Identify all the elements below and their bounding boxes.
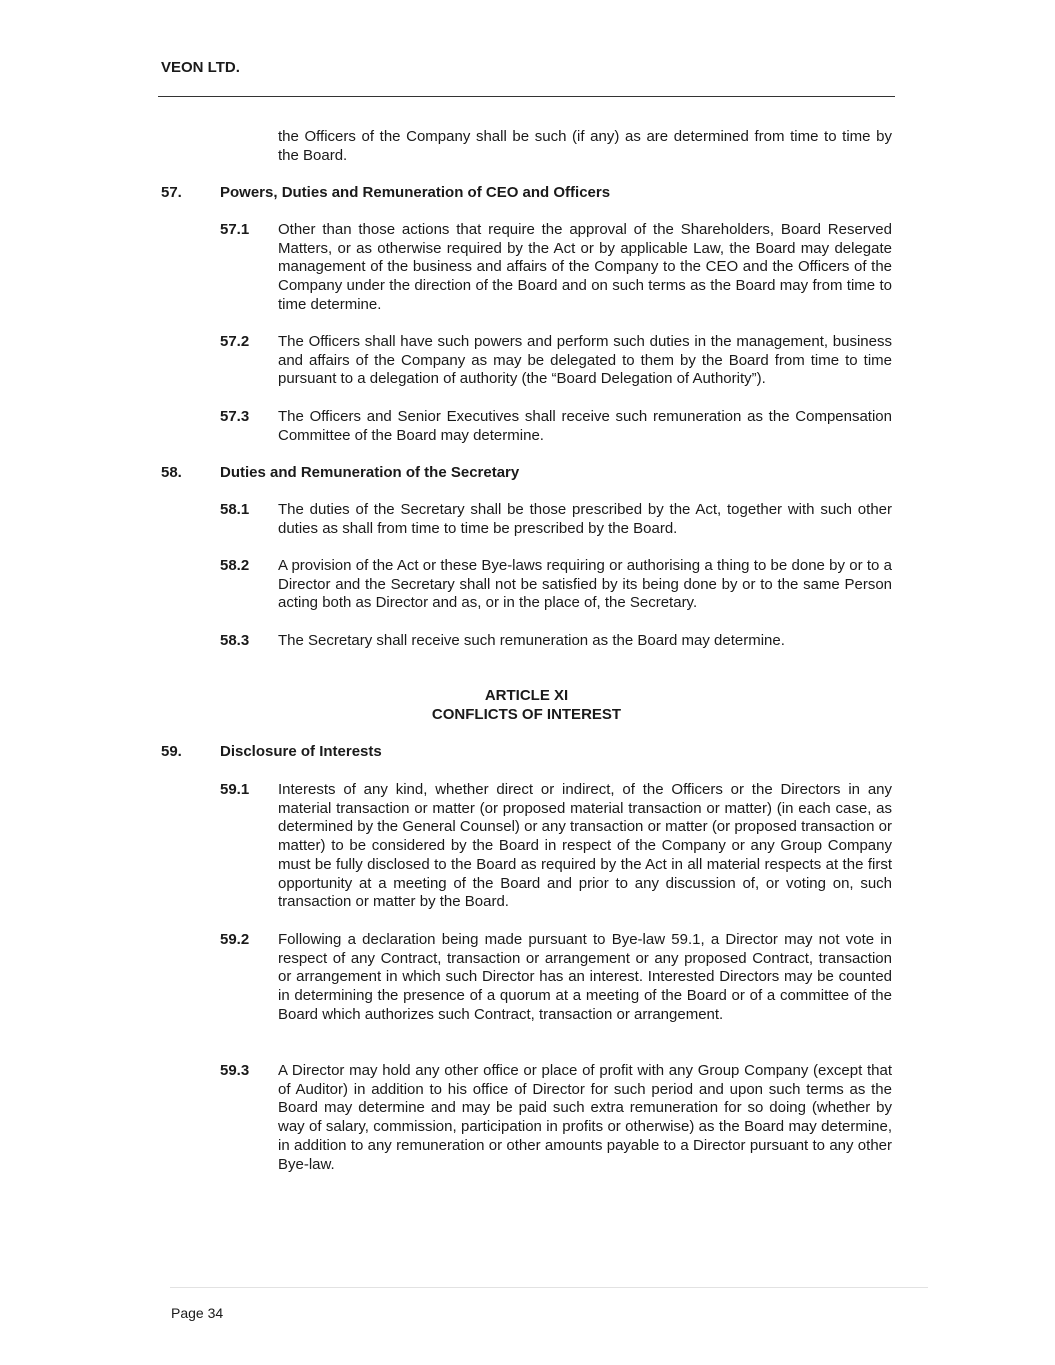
article-title: CONFLICTS OF INTEREST bbox=[431, 706, 622, 723]
clause-number: 59.2 bbox=[220, 931, 250, 948]
section-title: Duties and Remuneration of the Secretary bbox=[220, 464, 520, 481]
clause-number: 58.3 bbox=[220, 632, 250, 649]
company-name: VEON LTD. bbox=[161, 59, 240, 76]
clause-text: The Secretary shall receive such remuneration as the Board may determine. bbox=[278, 632, 785, 649]
clause-number: 59.1 bbox=[220, 781, 250, 798]
clause-number: 57.3 bbox=[220, 408, 250, 425]
clause-text: The duties of the Secretary shall be those prescribed by the Act, together with such other duties as shall from time to time be prescribed by the Board. bbox=[278, 501, 892, 537]
clause-number: 58.1 bbox=[220, 501, 250, 518]
article-number: ARTICLE XI bbox=[484, 687, 569, 704]
section-number: 57. bbox=[161, 184, 182, 201]
clause-number: 57.1 bbox=[220, 221, 250, 238]
section-number: 59. bbox=[161, 743, 182, 760]
clause-text: The Officers shall have such powers and perform such duties in the management, business and affairs of the Company as may be delegated to them by the Board from time to time pursuant to a delegation of authority (the “Board Delegation of Authority”). bbox=[278, 333, 892, 388]
section-title: Disclosure of Interests bbox=[220, 743, 382, 760]
clause-text: The Officers and Senior Executives shall receive such remuneration as the Compensation Committee of the Board may determine. bbox=[278, 408, 892, 444]
clause-text: Other than those actions that require the approval of the Shareholders, Board Reserved Matters, or as otherwise required by the Act or by applicable Law, the Board may delegate management of the business and affairs of the Company to the CEO and the Officers of the Company under the direction of the Board and on such terms as the Board may from time to time determine. bbox=[278, 221, 892, 313]
clause-text: A provision of the Act or these Bye-laws requiring or authorising a thing to be done by or to a Director and the Secretary shall not be satisfied by its being done by or to the same Person acting both as Director and as, or in the place of, the Secretary. bbox=[278, 557, 892, 612]
section-title: Powers, Duties and Remuneration of CEO and Officers bbox=[220, 184, 611, 201]
continuation-paragraph: the Officers of the Company shall be such (if any) as are determined from time to time by the Board. bbox=[278, 128, 892, 164]
page-number: Page 34 bbox=[171, 1305, 224, 1321]
footer-divider bbox=[170, 1287, 928, 1288]
clause-text: A Director may hold any other office or place of profit with any Group Company (except that of Auditor) in addition to his office of Director for such period and upon such terms as the Board may determine and may be paid such extra remuneration for so doing (whether by way of salary, commission, participation in profits or otherwise) as the Board may determine, in addition to any remuneration or other amounts payable to a Director pursuant to any other Bye-law. bbox=[278, 1062, 892, 1173]
clause-number: 58.2 bbox=[220, 557, 250, 574]
clause-number: 57.2 bbox=[220, 333, 250, 350]
clause-text: Following a declaration being made pursuant to Bye-law 59.1, a Director may not vote in respect of any Contract, transaction or arrangement or any proposed Contract, transaction or arrangement in which such Director has an interest. Interested Directors may be counted in determining the presence of a quorum at a meeting of the Board or of a committee of the Board which authorizes such Contract, transaction or arrangement. bbox=[278, 931, 892, 1023]
section-number: 58. bbox=[161, 464, 182, 481]
clause-text: Interests of any kind, whether direct or indirect, of the Officers or the Directors in any material transaction or matter (or proposed material transaction or matter) (in each case, as determined by the General Counsel) or any transaction or matter (or proposed transaction or matter) to be considered by the Board in respect of the Company or any Group Company must be fully disclosed to the Board as required by the Act in all material respects at the first opportunity at a meeting of the Board and prior to any discussion of, or voting on, such transaction or matter by the Board. bbox=[278, 781, 892, 911]
header-divider bbox=[158, 96, 895, 97]
clause-number: 59.3 bbox=[220, 1062, 250, 1079]
